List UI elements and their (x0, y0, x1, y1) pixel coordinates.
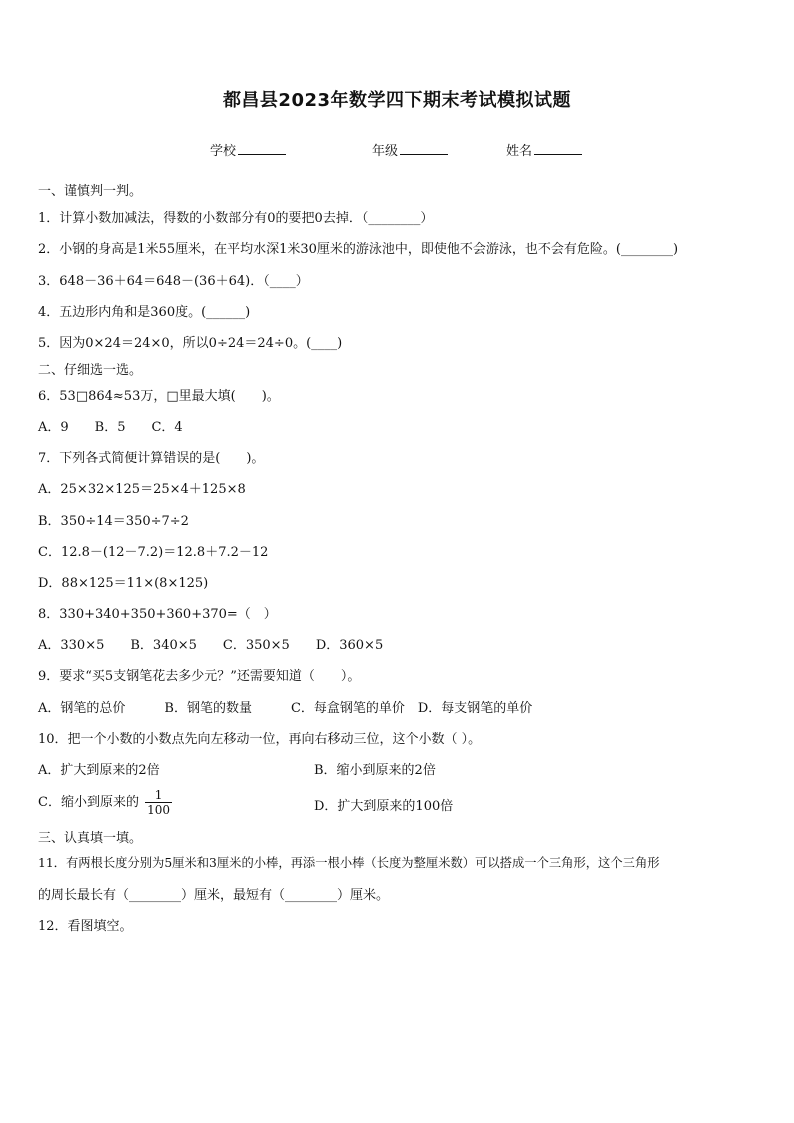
grade-label: 年级 (372, 144, 399, 159)
section-1-heading: 一、谨慎判一判。 (38, 184, 143, 199)
section-2-heading: 二、仔细选一选。 (38, 363, 143, 378)
school-field (210, 140, 286, 159)
question-2: 2．小钢的身高是1米55厘米，在平均水深1米30厘米的游泳池中，即使他不会游泳，也不会有危险。(________) (38, 242, 679, 257)
question-10-option-a: A．扩大到原来的2倍 (38, 763, 160, 778)
question-7-option-c: C．12.8－(12－7.2)＝12.8＋7.2－12 (38, 545, 269, 560)
school-label: 学校 (210, 144, 237, 159)
section-3-heading: 三、认真填一填。 (38, 831, 143, 846)
question-8-options: A．330×5 B．340×5 C．350×5 D．360×5 (38, 638, 384, 653)
question-7: 7．下列各式简便计算错误的是( )。 (38, 451, 265, 466)
question-10-option-c-text: C．缩小到原来的 (38, 795, 139, 810)
question-4: 4．五边形内角和是360度。(______) (38, 305, 251, 320)
question-11-line-1: 11．有两根长度分别为5厘米和3厘米的小棒，再添一根小棒（长度为整厘米数）可以搭成一个三角形，这个三角形 (38, 856, 660, 870)
fraction-numerator: 1 (154, 788, 163, 802)
question-10: 10．把一个小数的小数点先向左移动一位，再向右移动三位，这个小数（ ）。 (38, 732, 482, 747)
grade-field (372, 140, 448, 159)
name-blank (534, 142, 582, 155)
question-10-option-c (38, 788, 172, 817)
question-6-options: A．9 B．5 C．4 (38, 420, 183, 435)
question-1: 1．计算小数加减法，得数的小数部分有0的要把0去掉．（________） (38, 211, 434, 226)
question-12: 12．看图填空。 (38, 919, 133, 934)
question-11-line-2: 的周长最长有（________）厘米，最短有（________）厘米。 (38, 888, 390, 903)
question-6: 6．53□864≈53万，□里最大填( )。 (38, 389, 280, 404)
fraction (145, 788, 172, 817)
question-9: 9．要求“买5支钢笔花去多少元？”还需要知道（ ）。 (38, 669, 361, 684)
question-7-option-d: D．88×125＝11×(8×125) (38, 576, 209, 591)
grade-blank (400, 142, 448, 155)
question-10-option-b: B．缩小到原来的2倍 (314, 763, 436, 778)
school-blank (238, 142, 286, 155)
question-10-option-d: D．扩大到原来的100倍 (314, 799, 454, 814)
name-label: 姓名 (506, 144, 533, 159)
fraction-denominator: 100 (147, 803, 170, 817)
question-8: 8．330+340+350+360+370=（ ） (38, 607, 277, 622)
question-5: 5．因为0×24＝24×0，所以0÷24＝24÷0。(____) (38, 336, 343, 351)
page-title: 都昌县2023年数学四下期末考试模拟试题 (222, 90, 572, 111)
name-field (506, 140, 582, 159)
question-7-option-a: A．25×32×125＝25×4＋125×8 (38, 482, 246, 497)
question-9-options: A．钢笔的总价 B．钢笔的数量 C．每盒钢笔的单价 D．每支钢笔的单价 (38, 701, 533, 716)
question-3: 3．648－36＋64＝648－(36＋64)．（____） (38, 274, 309, 289)
question-7-option-b: B．350÷14＝350÷7÷2 (38, 514, 189, 529)
